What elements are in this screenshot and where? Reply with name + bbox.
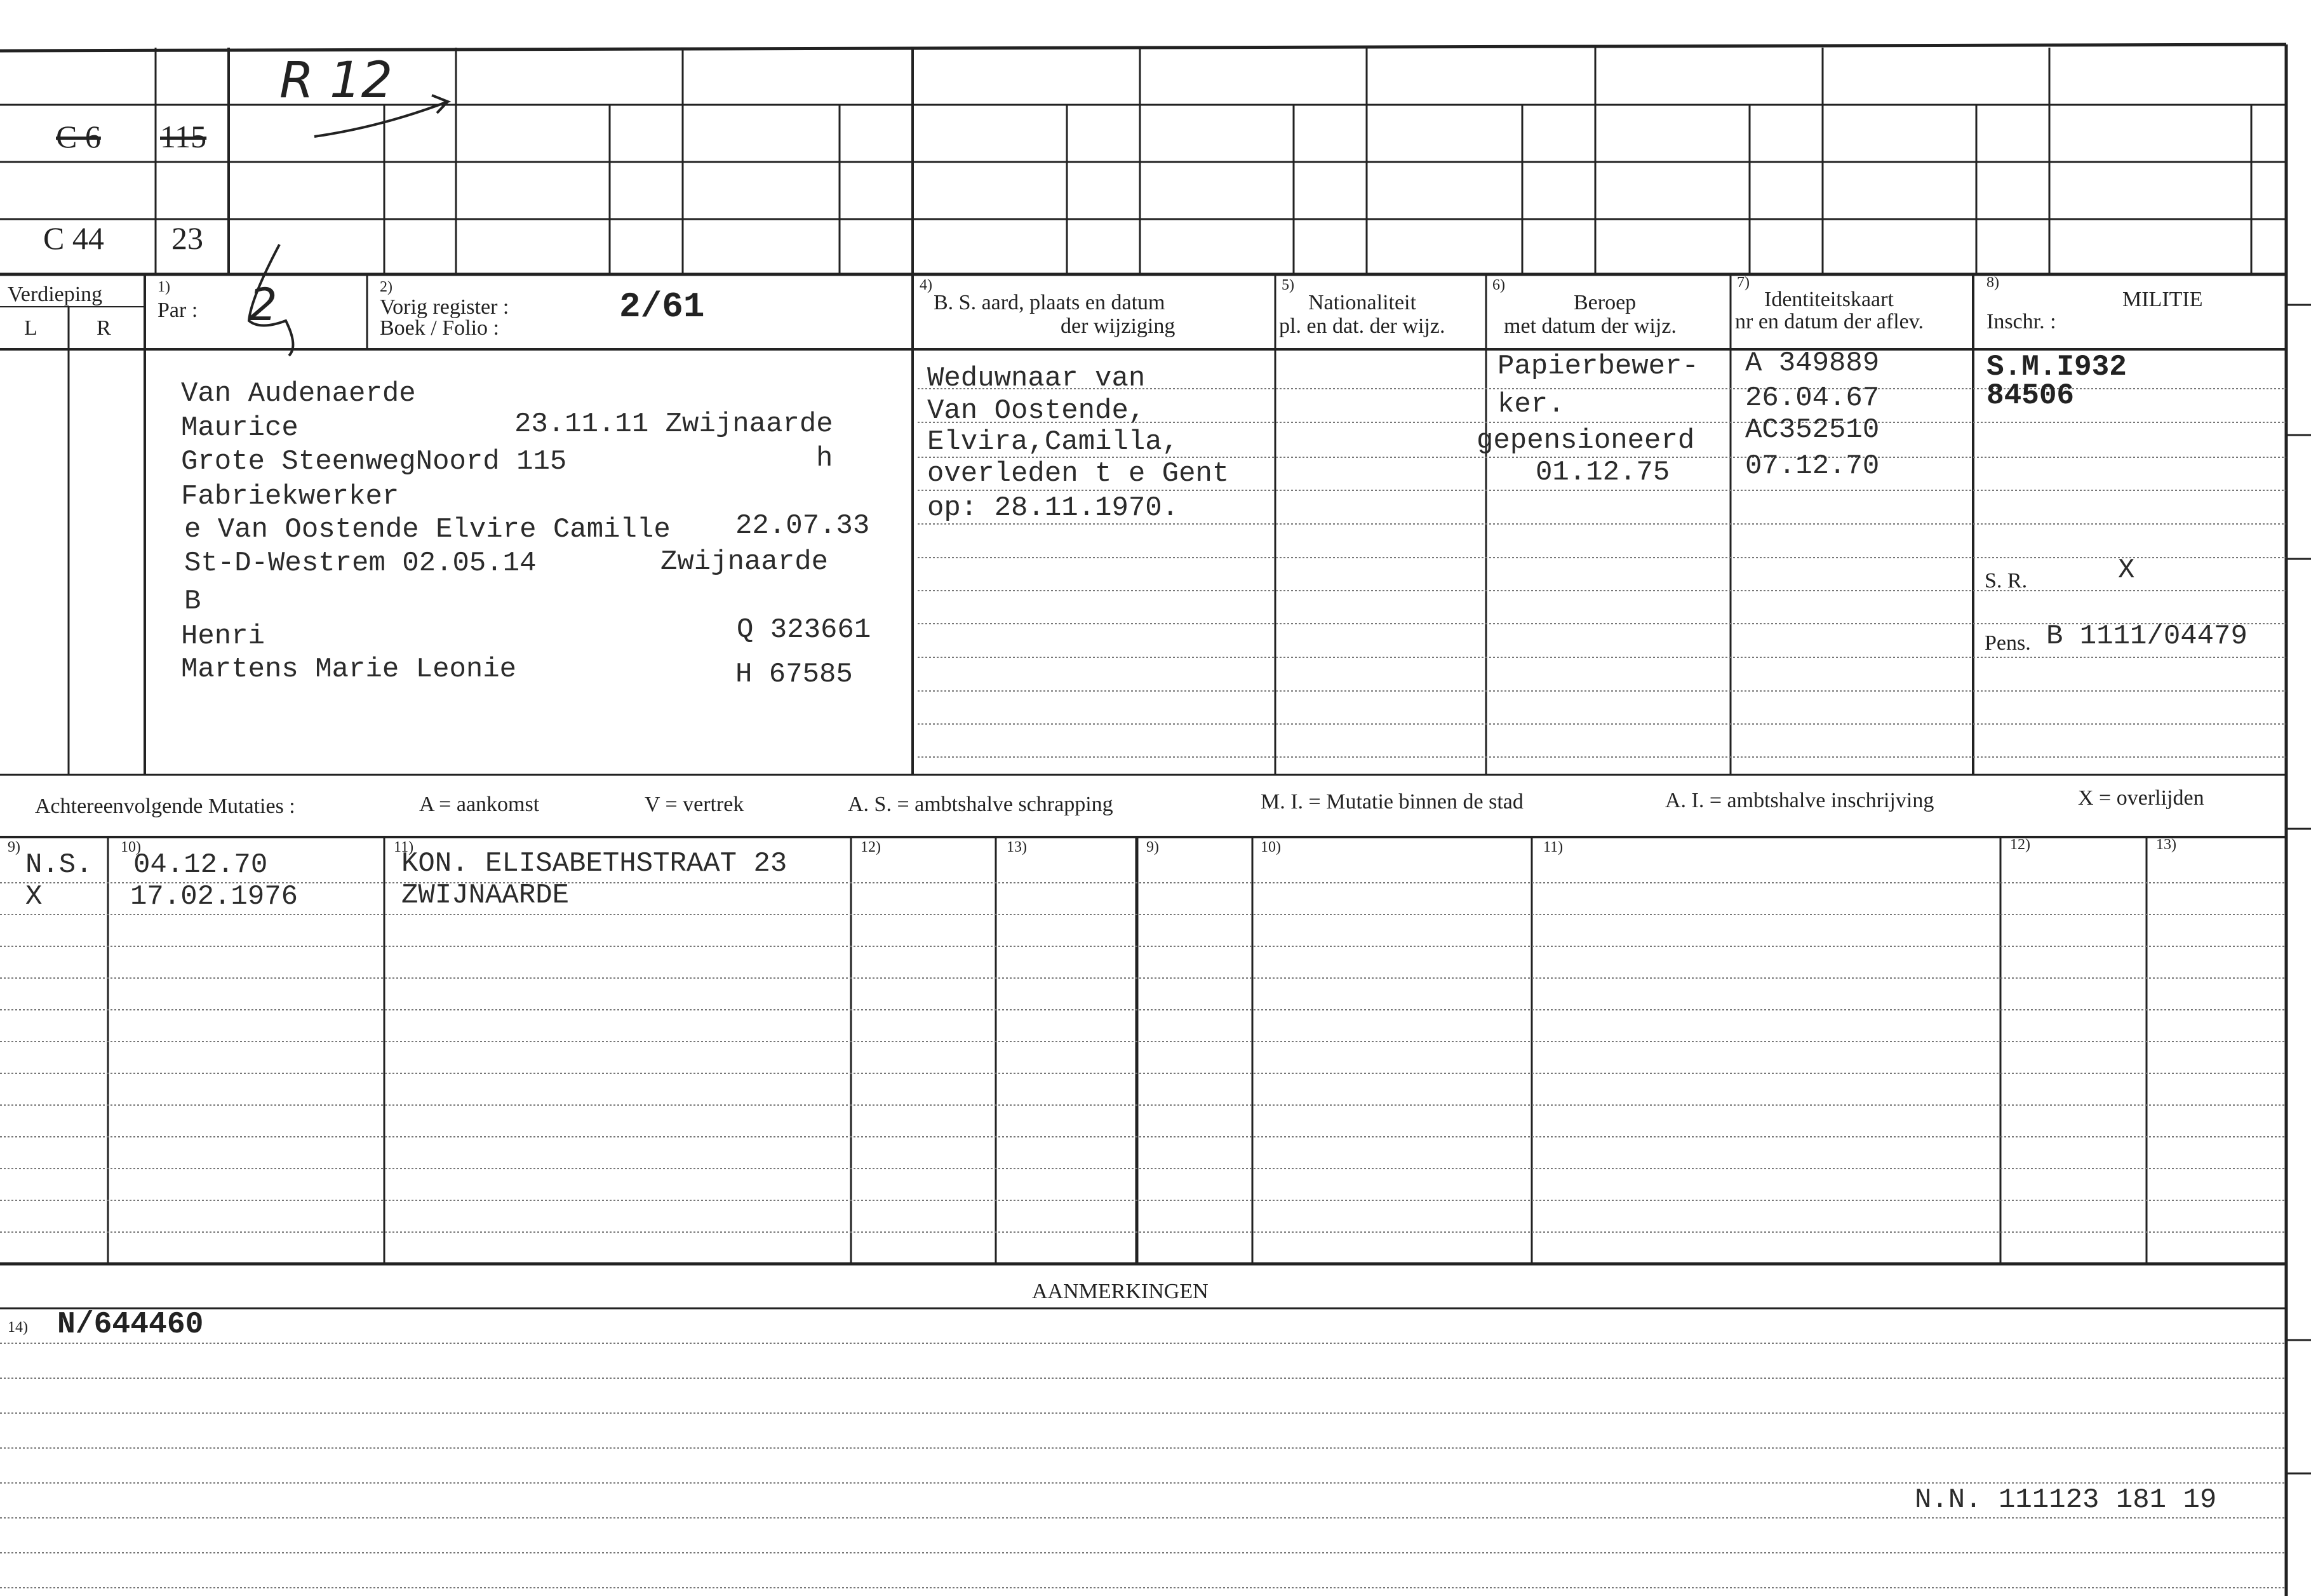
- person-surname: Van Audenaerde: [181, 378, 416, 410]
- mut-col-10b: 10): [1261, 839, 1281, 855]
- person-spouse-birth: St-D-Westrem 02.05.14: [184, 547, 537, 579]
- verdieping-label: Verdieping: [8, 283, 103, 306]
- handwritten-reference: R 12: [279, 52, 393, 109]
- mut-col-11b: 11): [1543, 839, 1564, 855]
- person-address: Grote SteenwegNoord 115: [181, 446, 567, 478]
- mut-col-10: 10): [121, 839, 141, 855]
- beroep-line-2: ker.: [1497, 389, 1565, 420]
- top-code-crossed: C 6: [56, 119, 101, 154]
- mutation-1-code: N.S.: [25, 849, 93, 881]
- sr-label: S. R.: [1985, 569, 2028, 593]
- nat-number: 5): [1282, 277, 1294, 293]
- bs-line-5: op: 28.11.1970.: [927, 492, 1179, 524]
- bs-header-line2: der wijziging: [1061, 314, 1176, 338]
- inschr-label: Inschr. :: [1986, 310, 2056, 333]
- person-firstname: Maurice: [181, 412, 298, 444]
- id-line-3: AC352510: [1745, 414, 1880, 446]
- legend-title: Achtereenvolgende Mutaties :: [35, 795, 295, 818]
- vorig-register-label: Vorig register :: [380, 295, 509, 319]
- beroep-number: 6): [1492, 277, 1505, 293]
- bs-header-line1: B. S. aard, plaats en datum: [934, 291, 1165, 314]
- pens-label: Pens.: [1985, 631, 2031, 655]
- legend-v: V = vertrek: [645, 793, 744, 816]
- mutation-1-address: KON. ELISABETHSTRAAT 23: [401, 848, 787, 880]
- mutation-2-address: ZWIJNAARDE: [401, 880, 570, 911]
- mut-col-13b: 13): [2156, 836, 2176, 853]
- person-spouse: e Van Oostende Elvire Camille: [184, 514, 671, 546]
- mutation-2-code: X: [25, 881, 43, 913]
- beroep-line-4: 01.12.75: [1536, 457, 1670, 488]
- par-number: 1): [157, 279, 170, 295]
- national-number: N.N. 111123 181 19: [1915, 1484, 2217, 1516]
- id-line-2: 26.04.67: [1745, 382, 1880, 414]
- par-label: Par :: [157, 298, 198, 322]
- person-mother: Martens Marie Leonie: [181, 654, 517, 685]
- mutation-1-date: 04.12.70: [133, 849, 268, 881]
- bs-line-2: Van Oostende,: [927, 395, 1146, 427]
- legend-as: A. S. = ambtshalve schrapping: [848, 793, 1113, 816]
- person-address-code: h: [816, 443, 833, 474]
- remarks-value: N/644460: [57, 1308, 204, 1342]
- top-folio-crossed: 115: [160, 119, 207, 154]
- beroep-line-1: Papierbewer-: [1497, 351, 1699, 382]
- floor-left-label: L: [24, 316, 37, 340]
- beroep-header-line1: Beroep: [1574, 291, 1637, 314]
- beroep-header-line2: met datum der wijz.: [1504, 314, 1677, 338]
- person-father-nr: Q 323661: [737, 614, 871, 646]
- mut-col-12: 12): [861, 839, 881, 855]
- par-handwritten: 2: [249, 279, 278, 331]
- top-folio: 23: [171, 220, 203, 256]
- nat-header-line1: Nationaliteit: [1308, 291, 1416, 314]
- nat-header-line2: pl. en dat. der wijz.: [1279, 314, 1445, 338]
- legend-x: X = overlijden: [2078, 786, 2204, 810]
- mut-col-13: 13): [1007, 839, 1027, 855]
- person-father: Henri: [181, 620, 265, 652]
- person-spouse-date: 22.07.33: [735, 510, 870, 542]
- id-header-line2: nr en datum der aflev.: [1735, 310, 1924, 333]
- sr-value: X: [2118, 554, 2135, 586]
- mut-col-11: 11): [394, 839, 414, 855]
- legend-a: A = aankomst: [419, 793, 540, 816]
- mut-col-9: 9): [8, 839, 20, 855]
- person-occupation: Fabriekwerker: [181, 481, 399, 513]
- floor-right-label: R: [97, 316, 111, 340]
- bs-line-1: Weduwnaar van: [927, 363, 1146, 394]
- mil-number: 8): [1986, 274, 1999, 291]
- boek-folio-label: Boek / Folio :: [380, 316, 499, 340]
- vorig-number: 2): [380, 279, 392, 295]
- mut-col-12b: 12): [2010, 836, 2030, 853]
- id-number: 7): [1737, 274, 1750, 291]
- militie-header: MILITIE: [2122, 288, 2203, 311]
- beroep-line-3: gepensioneerd: [1477, 425, 1695, 457]
- bs-line-3: Elvira,Camilla,: [927, 426, 1179, 458]
- militie-nr: 84506: [1986, 379, 2075, 412]
- remarks-title: AANMERKINGEN: [1032, 1280, 1209, 1303]
- person-mother-nr: H 67585: [735, 659, 853, 690]
- person-birth: 23.11.11 Zwijnaarde: [514, 408, 833, 440]
- bs-number: 4): [920, 277, 932, 293]
- pens-value: B 1111/04479: [2046, 620, 2247, 652]
- mutation-2-date: 17.02.1976: [130, 881, 298, 913]
- legend-mi: M. I. = Mutatie binnen de stad: [1261, 790, 1524, 814]
- person-spouse-place: Zwijnaarde: [660, 546, 829, 578]
- militie-sm: S.M.I932: [1986, 351, 2127, 384]
- id-line-4: 07.12.70: [1745, 450, 1880, 482]
- vorig-register-value: 2/61: [619, 286, 705, 327]
- id-line-1: A 349889: [1745, 347, 1880, 379]
- bs-line-4: overleden t e Gent: [927, 458, 1229, 490]
- top-code: C 44: [43, 220, 104, 256]
- person-b: B: [184, 586, 201, 617]
- remarks-number: 14): [8, 1319, 28, 1336]
- mut-col-9b: 9): [1146, 839, 1159, 855]
- id-header-line1: Identiteitskaart: [1764, 288, 1894, 311]
- legend-ai: A. I. = ambtshalve inschrijving: [1665, 789, 1934, 812]
